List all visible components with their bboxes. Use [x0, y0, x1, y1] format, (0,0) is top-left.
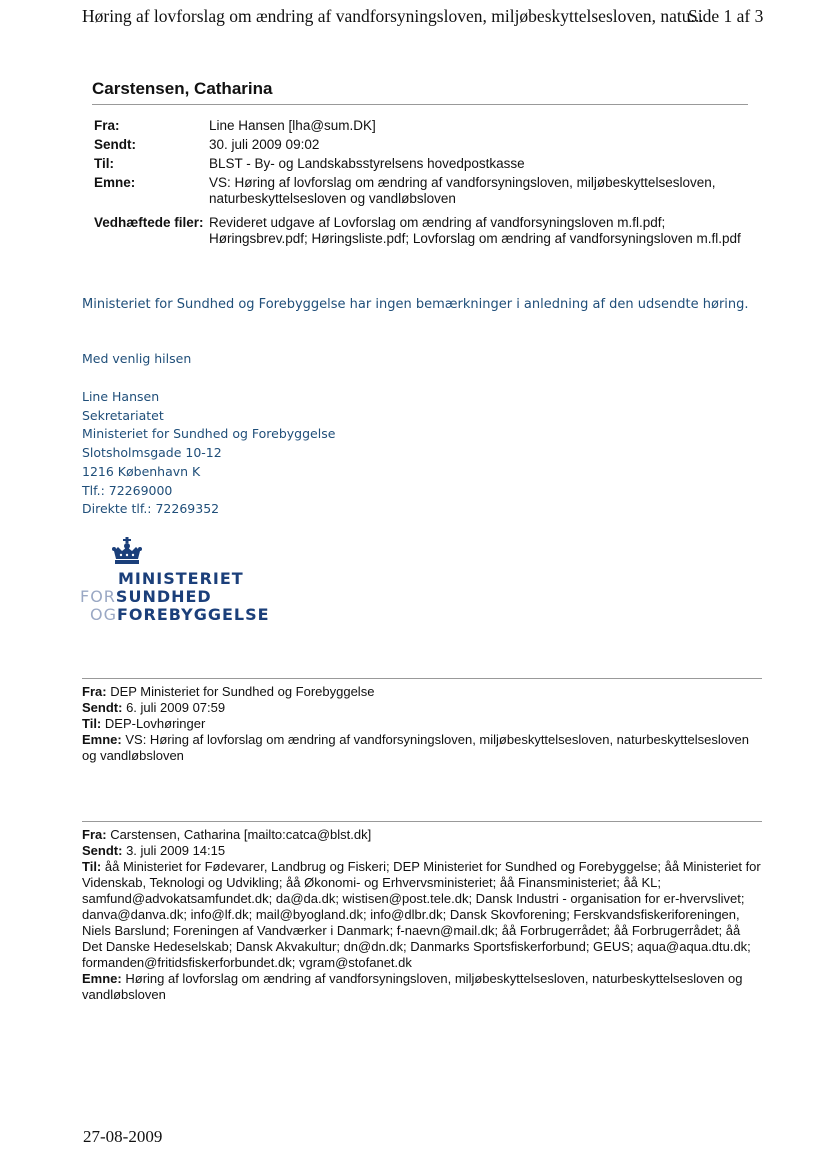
- crown-icon: [110, 537, 144, 567]
- print-header: [82, 6, 764, 27]
- print-header-title: Høring af lovforslag om ændring af vandforsyningsloven, miljøbeskyttelsesloven, natu...: [82, 6, 704, 26]
- logo-prefix-og: OG: [90, 605, 117, 624]
- to-value: BLST - By- og Landskabsstyrelsens hovedpostkasse: [209, 156, 525, 171]
- logo-prefix-for: FOR: [80, 587, 116, 606]
- attachments-row: [94, 215, 744, 247]
- sent-value: 3. juli 2009 14:15: [126, 843, 226, 858]
- greeting: Med venlig hilsen: [82, 351, 192, 366]
- subject-value: Høring af lovforslag om ændring af vandforsyningsloven, miljøbeskyttelsesloven, naturbeskyttelsesloven og vandløbsloven: [82, 971, 743, 1002]
- logo-word-forebyggelse: FOREBYGGELSE: [117, 605, 270, 624]
- from-label: Fra:: [82, 684, 107, 699]
- to-value: åå Ministeriet for Fødevarer, Landbrug og Fiskeri; DEP Ministeriet for Sundhed og Forebyggelse; åå Ministeriet for Videnskab, Teknologi og Udvikling; åå Økonomi- og Erhvervsministeriet; åå Finansministeriet; åå KL; samfund@advokatsamfundet.dk; da@da.dk; wistisen@post.tele.dk; Dansk Industri - organisation for er-hvervslivet; danva@danva.dk; info@lf.dk; mail@byogland.dk; info@dlbr.dk; Dansk Skovforening; Ferskvandsfiskeriforeningen, Niels Barslund; Foreningen af Vandværker i Danmark; f-naevn@mail.dk; åå Forbrugerrådet; åå Forbrugerrådet; åå Det Danske Hedeselskab; Dansk Akvakultur; dn@dn.dk; Danmarks Sportsfiskerforbund; GEUS; aqua@aqua.dtu.dk; formanden@fritidsfiskerforbundet.dk; vgram@stofanet.dk: [82, 859, 761, 970]
- subject-value: VS: Høring af lovforslag om ændring af vandforsyningsloven, miljøbeskyttelsesloven, naturbeskyttelsesloven og vandløbsloven: [209, 175, 716, 206]
- logo-word-sundhed: SUNDHED: [115, 587, 212, 606]
- signature-line: Slotsholmsgade 10-12: [82, 445, 222, 461]
- from-label: Fra:: [94, 118, 120, 133]
- to-label: Til:: [82, 716, 102, 731]
- divider: [92, 104, 748, 105]
- subject-value: VS: Høring af lovforslag om ændring af vandforsyningsloven, miljøbeskyttelsesloven, naturbeskyttelsesloven og vandløbsloven: [82, 732, 749, 763]
- attachments-value: Revideret udgave af Lovforslag om ændring af vandforsyningsloven m.fl.pdf; Høringsbrev.pdf; Høringsliste.pdf; Lovforslag om ændring af vandforsyningsloven m.fl.pdf: [209, 215, 741, 246]
- logo-line-1: MINISTERIET: [118, 569, 244, 588]
- sent-label: Sendt:: [82, 700, 123, 715]
- subject-label: Emne:: [94, 175, 136, 190]
- divider: [82, 821, 762, 822]
- forwarded-header-1: [82, 684, 762, 764]
- subject-row: [94, 175, 744, 207]
- sender-name: Carstensen, Catharina: [92, 79, 273, 98]
- logo-line-2: [80, 587, 212, 606]
- forwarded-header-2: [82, 827, 762, 1003]
- from-value: Line Hansen [lha@sum.DK]: [209, 118, 376, 133]
- sent-value: 30. juli 2009 09:02: [209, 137, 320, 152]
- signature-line: Ministeriet for Sundhed og Forebyggelse: [82, 426, 336, 442]
- sent-label: Sendt:: [94, 137, 136, 152]
- sent-value: 6. juli 2009 07:59: [126, 700, 226, 715]
- email-header: [94, 118, 744, 250]
- footer-date: 27-08-2009: [83, 1127, 163, 1146]
- sent-row: [94, 137, 744, 153]
- sent-label: Sendt:: [82, 843, 123, 858]
- page-number: Side 1 af 3: [688, 6, 764, 26]
- to-row: [94, 156, 744, 172]
- signature-line: Direkte tlf.: 72269352: [82, 501, 220, 517]
- signature-line: 1216 København K: [82, 463, 201, 479]
- to-label: Til:: [94, 156, 114, 171]
- to-label: Til:: [82, 859, 102, 874]
- from-label: Fra:: [82, 827, 107, 842]
- attachments-label: Vedhæftede filer:: [94, 215, 204, 230]
- signature-line: Tlf.: 72269000: [82, 482, 173, 498]
- subject-label: Emne:: [82, 732, 122, 747]
- from-value: Carstensen, Catharina [mailto:catca@blst.dk]: [110, 827, 372, 842]
- body-statement: Ministeriet for Sundhed og Forebyggelse har ingen bemærkninger i anledning af den udsendte høring.: [82, 297, 749, 312]
- divider: [82, 678, 762, 679]
- subject-label: Emne:: [82, 971, 122, 986]
- from-value: DEP Ministeriet for Sundhed og Forebyggelse: [110, 684, 375, 699]
- to-value: DEP-Lovhøringer: [104, 716, 206, 731]
- ministry-logo: [80, 537, 270, 627]
- signature-line: Line Hansen: [82, 389, 160, 404]
- signature-line: Sekretariatet: [82, 407, 164, 423]
- logo-line-3: [90, 605, 270, 624]
- from-row: [94, 118, 744, 134]
- signature: [82, 388, 335, 519]
